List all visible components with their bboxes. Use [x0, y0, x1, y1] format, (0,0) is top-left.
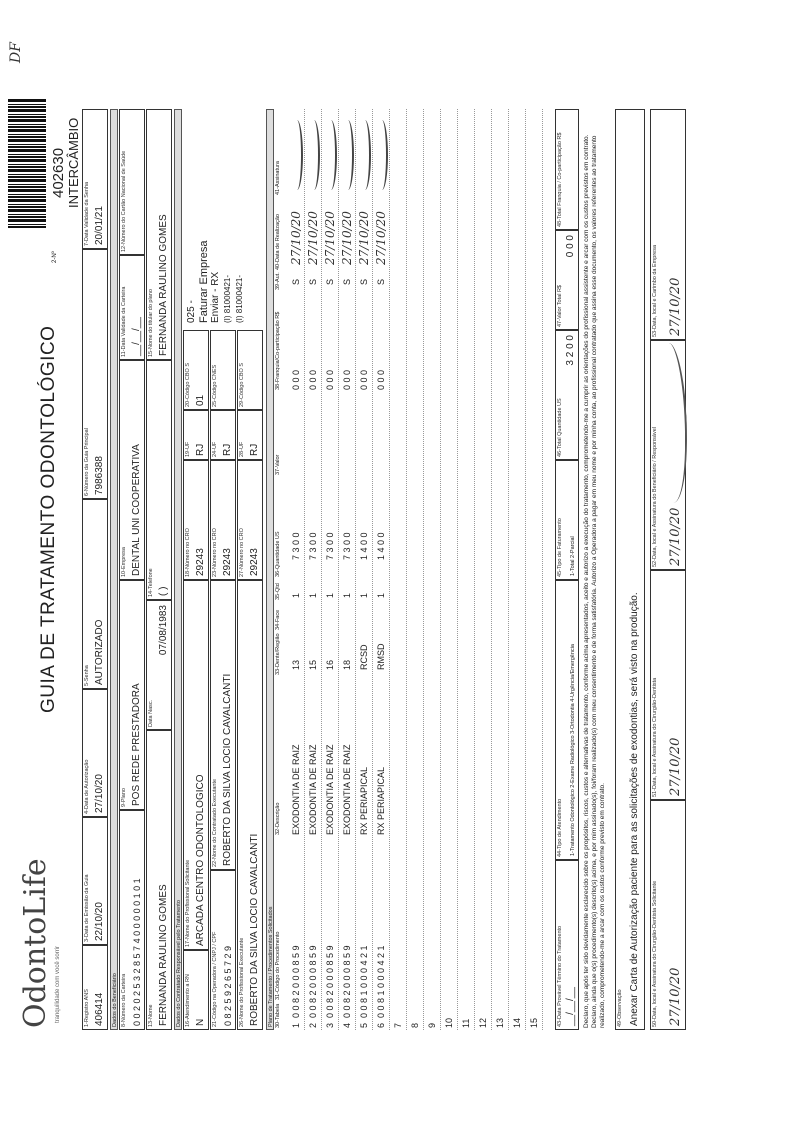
col-header: 36-Quantidade US — [275, 531, 281, 577]
col-header: 40-Data de Realização — [275, 214, 281, 270]
field-atendimento-rn[interactable]: 16-Atendimento a RN N — [183, 950, 209, 1030]
annotation-line: Faturar Empresa — [198, 240, 210, 323]
margin-note: DF — [8, 42, 24, 63]
col-header: 32-Descrição — [275, 802, 281, 835]
table-row — [373, 109, 390, 1030]
cell-data: 27/10/20 — [306, 211, 320, 265]
cell-qtd: 1 — [342, 592, 352, 598]
table-row — [458, 109, 475, 1030]
signature-beneficiario[interactable]: 52-Data, local e Assinatura do Beneficiário / Responsável 27/10/20 — [650, 340, 686, 570]
tagline: tranquilidade com você sorrir — [55, 945, 61, 1023]
field-tipo-faturamento[interactable]: 45-Tipo de Faturamento 1-Total 2-Parcial — [555, 460, 579, 580]
logo: OdontoLife — [18, 858, 53, 1028]
cell-n: 1 — [291, 1022, 301, 1028]
table-row — [407, 109, 424, 1030]
signature-solicitante[interactable]: 50-Data, local e Assinatura do Cirurgião-Dentista Solicitante 27/10/20 — [650, 800, 686, 1030]
section-plano-tratamento: Plano de Tratamento / Procedimentos Solicitados — [266, 109, 274, 1030]
field-numero-carteira[interactable]: 8-Número da Carteira 0 0 2 0 2 5 3 2 8 5 7 4 0 0 0 0 0 1 0 1 — [119, 810, 145, 1030]
signature-executante[interactable]: 51-Data, local e Assinatura do Cirurgião-Dentista 27/10/20 — [650, 570, 686, 800]
table-row — [322, 109, 339, 1030]
cell-qtd: 1 — [291, 592, 301, 598]
signature-scribble-icon — [325, 120, 337, 190]
cell-franquia: 0 0 0 — [359, 369, 369, 390]
cell-dente: RMSD — [376, 643, 386, 670]
cell-aut: S — [376, 278, 386, 285]
cell-n: 7 — [393, 1022, 403, 1028]
field-termino[interactable]: 43-Data Provável Término do Tratamento __/__/__ — [555, 860, 579, 1030]
cell-aut: S — [291, 278, 301, 285]
section-contratado: Dados do Contratado Responsável pelo Tratamento — [174, 109, 182, 1030]
field-nascimento[interactable]: Data Nasc. 07/08/1983 — [146, 600, 172, 730]
cell-n: 13 — [495, 1017, 505, 1028]
field-total-rs[interactable]: 47-Valor Total R$ 0 0 0 — [555, 230, 579, 330]
table-row — [390, 109, 407, 1030]
cell-qtd: 1 — [376, 592, 386, 598]
field-titular[interactable]: 15-Nome do titular do plano FERNANDA RAULINO GOMES — [146, 109, 172, 360]
cell-qtd: 1 — [308, 592, 318, 598]
field-cro-prof-exec[interactable]: 27-Número no CRO 29243 — [237, 460, 263, 580]
annotation-line: (I) 81000421- — [235, 274, 244, 323]
cell-n: 2 — [308, 1022, 318, 1028]
cell-us: 7 3 0 0 — [291, 532, 301, 560]
field-total-us[interactable]: 46-Total Quantidade US 3 2 0 0 — [555, 330, 579, 460]
table-row — [509, 109, 526, 1030]
cell-franquia: 0 0 0 — [376, 369, 386, 390]
cell-codigo: 0 0 8 1 0 0 0 4 2 1 — [376, 945, 386, 1018]
field-contratado-executante[interactable]: 22-Nome do Contratado Executante ROBERTO DA SILVA LOCIO CAVALCANTI — [210, 580, 236, 870]
field-empresa[interactable]: 10-Empresa DENTAL UNI COOPERATIVA — [119, 360, 145, 580]
signature-scribble-icon — [308, 120, 320, 190]
field-profissional-executante[interactable]: 26-Nome do Profissional Executante ROBERTO DA SILVA LOCIO CAVALCANTI — [237, 580, 263, 1030]
cell-n: 8 — [410, 1022, 420, 1028]
cell-us: 7 3 0 0 — [342, 532, 352, 560]
cell-data: 27/10/20 — [289, 211, 303, 265]
signature-scribble-icon — [376, 120, 388, 190]
signature-scribble-icon — [359, 120, 371, 190]
field-guia-principal[interactable]: 6-Número da Guia Principal 7986388 — [82, 249, 108, 499]
cell-descricao: RX PERIAPICAL — [359, 766, 369, 835]
cell-codigo: 0 0 8 2 0 0 0 8 5 9 — [291, 945, 301, 1018]
page-title: GUIA DE TRATAMENTO ODONTOLÓGICO — [38, 325, 59, 713]
table-row — [492, 109, 509, 1030]
cell-descricao: EXODONTIA DE RAIZ — [325, 744, 335, 835]
cell-descricao: EXODONTIA DE RAIZ — [308, 744, 318, 835]
field-cartao-nacional[interactable]: 12-Número do Cartão Nacional de Saúde — [119, 109, 145, 255]
table-row — [356, 109, 373, 1030]
cell-us: 7 3 0 0 — [308, 532, 318, 560]
cell-data: 27/10/20 — [323, 211, 337, 265]
table-header — [275, 109, 285, 1030]
col-header: 33-Dente/Região — [275, 633, 281, 675]
signature-scribble-icon — [291, 120, 303, 190]
cell-dente: 18 — [342, 659, 352, 670]
field-plano[interactable]: 9-Plano POS REDE PRESTADORA — [119, 580, 145, 810]
col-header: 39-Aut. — [275, 272, 281, 290]
cell-codigo: 0 0 8 2 0 0 0 8 5 9 — [325, 945, 335, 1018]
cell-n: 3 — [325, 1022, 335, 1028]
cell-us: 1 4 0 0 — [359, 532, 369, 560]
cell-aut: S — [342, 278, 352, 285]
col-header: 30-Tabela — [275, 1003, 281, 1028]
cell-dente: 16 — [325, 659, 335, 670]
field-registro-ans[interactable]: 1-Registro ANS 406414 — [82, 945, 108, 1030]
cell-n: 12 — [478, 1017, 488, 1028]
field-profissional-solicitante[interactable]: 17-Nome do Profissional Solicitante ARCADA CENTRO ODONTOLOGICO — [183, 580, 209, 950]
cell-n: 5 — [359, 1022, 369, 1028]
cell-n: 10 — [444, 1017, 454, 1028]
col-header: 41-Assinatura — [275, 161, 281, 195]
cell-data: 27/10/20 — [357, 211, 371, 265]
declaration: Declaro, que após ter sido devidamente esclarecido sobre os propósitos, riscos, custos e alternativas de tratamento, conforme acima apresentados, aceito e autorizo a execução do tratamento, comprometendo-me a cumprir as orientações do profissional assistente e arcar com os custos previstos em contrato. Declaro, ainda que o(s) procedimento(s) descrito(s) acima, e por mim assinado(s), foi/foram realizado(s) com meu consentimento e de forma satisfatória. Autorizo a Operadora a pagar em meu nome e por minha conta, ao profissional contratado que assina esse documento, os valores referentes ao tratamento realizado, comprometendo-me a arcar com os custos conforme previsto em contrato. — [583, 134, 606, 1028]
col-header: 35-Qtd — [275, 583, 281, 600]
col-header: 31-Código do Procedimento — [275, 931, 281, 1000]
field-tipo-atendimento[interactable]: 44-Tipo de Atendimento 1-Tratamento Odontológico 2-Exame Radiológico 3-Ortodontia 4-Urgência/Emergência — [555, 580, 579, 860]
field-cnes[interactable]: 25-Código CNES — [210, 330, 236, 410]
cell-franquia: 0 0 0 — [325, 369, 335, 390]
table-row — [441, 109, 458, 1030]
cell-us: 1 4 0 0 — [376, 532, 386, 560]
guide-type: INTERCÂMBIO — [66, 117, 81, 208]
cell-data: 27/10/20 — [340, 211, 354, 265]
cell-dente: 13 — [291, 659, 301, 670]
field-observacao[interactable]: 49-Observação Anexar Carta de Autorização paciente para as solicitações de exodontias, será visto na produção. — [615, 109, 645, 1030]
guide-number: 402630 — [50, 147, 67, 198]
cell-qtd: 1 — [325, 592, 335, 598]
cell-n: 11 — [461, 1018, 471, 1028]
table-row — [475, 109, 492, 1030]
cell-codigo: 0 0 8 1 0 0 0 4 2 1 — [359, 945, 369, 1018]
field-data-emissao[interactable]: 3-Data de Emissão da Guia 22/10/20 — [82, 817, 108, 945]
field-uf-executante[interactable]: 24-UF RJ — [210, 410, 236, 460]
col-header: 38-Franquia/Co-participação R$ — [275, 311, 281, 390]
cell-qtd: 1 — [359, 592, 369, 598]
field-cbo-exec[interactable]: 29-Código CBO S — [237, 330, 263, 410]
cell-dente: 15 — [308, 659, 318, 670]
via-label: 2-Nº — [52, 251, 58, 263]
table-row — [288, 109, 305, 1030]
cell-n: 14 — [512, 1017, 522, 1028]
cell-n: 15 — [529, 1017, 539, 1028]
field-cbo-solicitante[interactable]: 20-Código CBO S 01 — [183, 330, 209, 410]
annotation-line: (I) 81000421- — [223, 274, 232, 323]
field-uf-solicitante[interactable]: 19-UF RJ — [183, 410, 209, 460]
field-telefone[interactable]: 14-Telefone ( ) — [146, 360, 172, 600]
cell-dente: RCSD — [359, 644, 369, 670]
cell-n: 6 — [376, 1022, 386, 1028]
field-data-autorizacao[interactable]: 4-Data de Autorização 27/10/20 — [82, 689, 108, 817]
field-validade-carteira[interactable]: 11-Data Validade da Carteira __/__/__ — [119, 255, 145, 360]
cell-descricao: RX PERIAPICAL — [376, 766, 386, 835]
barcode — [8, 98, 46, 228]
cell-data: 27/10/20 — [374, 211, 388, 265]
cell-aut: S — [359, 278, 369, 285]
signature-scribble-icon — [342, 120, 354, 190]
field-senha[interactable]: 5-Senha AUTORIZADO — [82, 499, 108, 689]
table-row — [339, 109, 356, 1030]
cell-codigo: 0 0 8 2 0 0 0 8 5 9 — [308, 945, 318, 1018]
table-row — [526, 109, 543, 1030]
billing-annotation — [186, 240, 246, 323]
cell-aut: S — [325, 278, 335, 285]
annotation-line: 025 - — [186, 300, 197, 323]
field-cro-solicitante[interactable]: 18-Número no CRO 29243 — [183, 460, 209, 580]
cell-descricao: EXODONTIA DE RAIZ — [342, 744, 352, 835]
cell-franquia: 0 0 0 — [291, 369, 301, 390]
cell-aut: S — [308, 278, 318, 285]
field-validade-senha[interactable]: 7-Data Validade da Senha 20/01/21 — [82, 109, 108, 249]
annotation-line: Enviar - RX — [210, 271, 221, 323]
field-nome[interactable]: 13-Nome FERNANDA RAULINO GOMES — [146, 730, 172, 1030]
cell-descricao: EXODONTIA DE RAIZ — [291, 744, 301, 835]
field-cro-executante[interactable]: 23-Número no CRO 29243 — [210, 460, 236, 580]
signature-empresa[interactable]: 53-Data, local e Carimbo da Empresa 27/10/20 — [650, 109, 686, 340]
table-row — [305, 109, 322, 1030]
cell-n: 9 — [427, 1022, 437, 1028]
cell-codigo: 0 0 8 2 0 0 0 8 5 9 — [342, 945, 352, 1018]
col-header: 34-Face — [275, 609, 281, 630]
cell-franquia: 0 0 0 — [342, 369, 352, 390]
table-row — [424, 109, 441, 1030]
cell-n: 4 — [342, 1022, 352, 1028]
section-beneficiario: Dados do Beneficiário — [110, 109, 118, 1030]
cell-us: 7 3 0 0 — [325, 532, 335, 560]
field-uf-prof-exec[interactable]: 28-UF RJ — [237, 410, 263, 460]
field-franquia-total[interactable]: 48-Total Franquia / Co-participação R$ — [555, 109, 579, 230]
field-codigo-operadora[interactable]: 21-Código na Operadora / CNPJ / CPF 0 8 2 5 9 2 6 5 7 2 9 — [210, 870, 236, 1030]
col-header: 37-Valor — [275, 454, 281, 475]
cell-franquia: 0 0 0 — [308, 369, 318, 390]
